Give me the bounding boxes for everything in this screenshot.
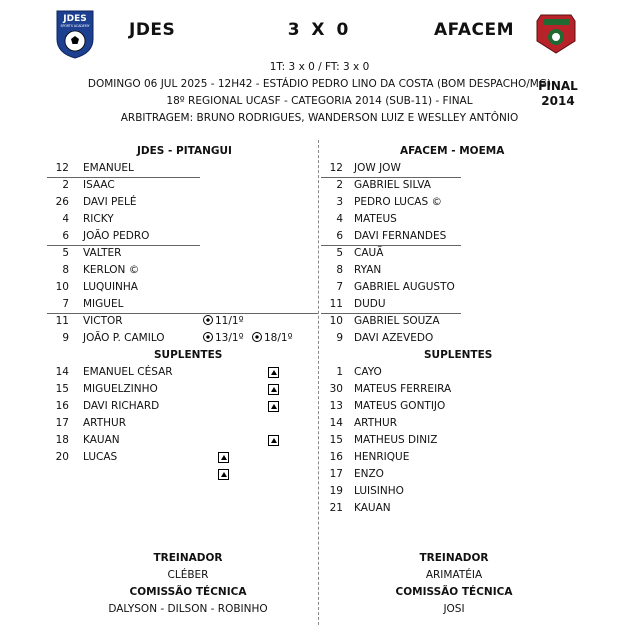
goal-time: 11/1º — [215, 315, 244, 327]
home-coach-title: TREINADOR — [153, 552, 223, 564]
player-number: 13 — [329, 400, 343, 412]
player-name: GABRIEL AUGUSTO — [354, 281, 455, 293]
away-subs-title: SUPLENTES — [424, 349, 493, 361]
player-name: JOÃO P. CAMILO — [83, 332, 165, 344]
stage-year: 2014 — [541, 94, 575, 108]
player-name: VICTOR — [83, 315, 123, 327]
player-name: RYAN — [354, 264, 382, 276]
player-name: RICKY — [83, 213, 114, 225]
away-staff-title: COMISSÃO TÉCNICA — [395, 586, 513, 598]
player-name: ENZO — [354, 468, 384, 480]
player-number: 17 — [55, 417, 69, 429]
player-number: 14 — [329, 417, 343, 429]
player-name: LUISINHO — [354, 485, 404, 497]
referees: ARBITRAGEM: BRUNO RODRIGUES, WANDERSON LUIZ E WESLLEY ANTÔNIO — [120, 112, 519, 124]
player-name: VALTER — [83, 247, 122, 259]
player-number: 10 — [329, 315, 343, 327]
player-name: CAUÃ — [354, 247, 384, 259]
column-divider — [318, 140, 319, 625]
stage-label: FINAL — [538, 79, 578, 93]
goal-marker — [203, 330, 244, 347]
player-name: MATEUS GONTIJO — [354, 400, 446, 412]
player-number: 15 — [329, 434, 343, 446]
player-name: DAVI PELÉ — [83, 196, 137, 208]
player-name: DUDU — [354, 298, 386, 310]
player-number: 4 — [336, 213, 343, 225]
player-number: 10 — [55, 281, 69, 293]
player-number: 12 — [55, 162, 69, 174]
player-number: 5 — [62, 247, 69, 259]
player-number: 16 — [329, 451, 343, 463]
line-divider — [47, 245, 200, 246]
player-name: ARTHUR — [83, 417, 127, 429]
substitution-icon — [268, 384, 279, 395]
player-name: DAVI RICHARD — [83, 400, 160, 412]
player-name: MATEUS FERREIRA — [354, 383, 452, 395]
home-staff: DALYSON - DILSON - ROBINHO — [108, 603, 268, 615]
player-number: 18 — [55, 434, 69, 446]
home-coach: CLÉBER — [167, 569, 209, 581]
away-team-name: AFACEM — [434, 20, 514, 40]
goal-time: 18/1º — [264, 332, 293, 344]
player-name: KAUAN — [354, 502, 391, 514]
jdes-logo-subtext: SPORTS ACADEMY — [60, 24, 90, 28]
player-number: 1 — [336, 366, 343, 378]
home-lineup-title: JDES - PITANGUI — [137, 145, 232, 157]
substitution-icon — [218, 469, 229, 480]
player-name: JOÃO PEDRO — [83, 230, 150, 242]
player-number: 8 — [62, 264, 69, 276]
home-team-name: JDES — [129, 20, 176, 40]
away-coach-title: TREINADOR — [419, 552, 489, 564]
player-name: EMANUEL — [83, 162, 134, 174]
player-name: LUCAS — [83, 451, 118, 463]
player-number: 14 — [55, 366, 69, 378]
player-number: 6 — [62, 230, 69, 242]
player-number: 6 — [336, 230, 343, 242]
player-name: ISAAC — [83, 179, 115, 191]
player-name: PEDRO LUCAS © — [354, 196, 442, 208]
player-number: 7 — [336, 281, 343, 293]
player-name: GABRIEL SOUZA — [354, 315, 440, 327]
halftime-score: 1T: 3 x 0 / FT: 3 x 0 — [269, 61, 370, 73]
player-number: 20 — [55, 451, 69, 463]
away-lineup-title: AFACEM - MOEMA — [400, 145, 505, 157]
goal-marker — [252, 330, 293, 347]
player-number: 26 — [55, 196, 69, 208]
away-staff: JOSI — [443, 603, 465, 615]
player-name: KERLON © — [83, 264, 140, 276]
substitution-icon — [268, 435, 279, 446]
competition: 18º REGIONAL UCASF - CATEGORIA 2014 (SUB-11) - FINAL — [166, 95, 473, 107]
player-number: 2 — [62, 179, 69, 191]
player-number: 4 — [62, 213, 69, 225]
player-number: 7 — [62, 298, 69, 310]
player-name: HENRIQUE — [354, 451, 410, 463]
player-number: 19 — [329, 485, 343, 497]
player-number: 3 — [336, 196, 343, 208]
player-number: 21 — [329, 502, 343, 514]
player-name: ARTHUR — [354, 417, 398, 429]
player-number: 17 — [329, 468, 343, 480]
substitution-icon — [218, 452, 229, 463]
line-divider — [47, 177, 200, 178]
player-name: DAVI FERNANDES — [354, 230, 447, 242]
player-number: 15 — [55, 383, 69, 395]
player-number: 8 — [336, 264, 343, 276]
soccer-ball-icon — [203, 332, 213, 342]
player-number: 11 — [329, 298, 343, 310]
player-number: 16 — [55, 400, 69, 412]
player-name: KAUAN — [83, 434, 120, 446]
home-staff-title: COMISSÃO TÉCNICA — [129, 586, 247, 598]
player-number: 9 — [62, 332, 69, 344]
soccer-ball-icon — [252, 332, 262, 342]
player-name: CAYO — [354, 366, 382, 378]
player-number: 12 — [329, 162, 343, 174]
substitution-icon — [268, 367, 279, 378]
player-name: JOW JOW — [354, 162, 401, 174]
player-name: MIGUEL — [83, 298, 124, 310]
goal-marker — [203, 313, 244, 330]
player-name: EMANUEL CÉSAR — [83, 366, 173, 378]
player-name: MATEUS — [354, 213, 397, 225]
date-venue: DOMINGO 06 JUL 2025 - 12H42 - ESTÁDIO PEDRO LINO DA COSTA (BOM DESPACHO/MG) — [87, 78, 552, 90]
player-name: GABRIEL SILVA — [354, 179, 431, 191]
away-coach: ARIMATÉIA — [425, 569, 483, 581]
player-name: MATHEUS DINIZ — [354, 434, 438, 446]
player-number: 11 — [55, 315, 69, 327]
player-number: 30 — [329, 383, 343, 395]
player-number: 5 — [336, 247, 343, 259]
player-number: 2 — [336, 179, 343, 191]
soccer-ball-icon — [203, 315, 213, 325]
goal-time: 13/1º — [215, 332, 244, 344]
home-subs-title: SUPLENTES — [154, 349, 223, 361]
player-number: 9 — [336, 332, 343, 344]
player-name: MIGUELZINHO — [83, 383, 158, 395]
player-name: DAVI AZEVEDO — [354, 332, 434, 344]
substitution-icon — [268, 401, 279, 412]
player-name: LUQUINHA — [83, 281, 138, 293]
jdes-logo-text: JDES — [63, 14, 87, 24]
match-score: 3 X 0 — [287, 20, 352, 40]
